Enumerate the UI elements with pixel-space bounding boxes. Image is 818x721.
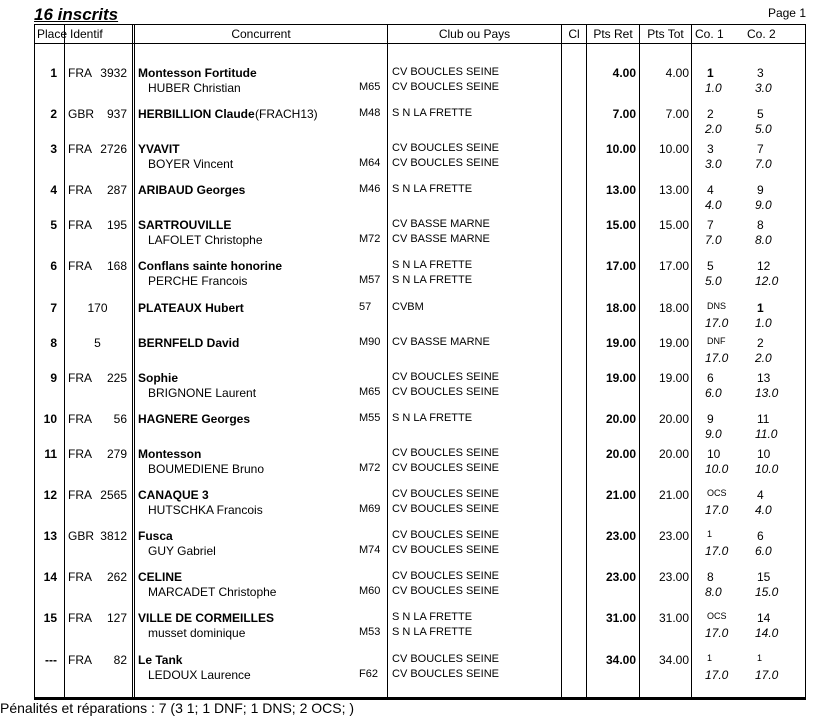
category: M72 — [359, 233, 381, 245]
race1-score: 5.0 — [705, 274, 722, 288]
points-retained: 13.00 — [605, 183, 636, 197]
sail-number: 937 — [106, 107, 127, 121]
place: 8 — [50, 336, 57, 350]
col-divider — [586, 25, 587, 697]
club-line-2: CV BOUCLES SEINE — [392, 81, 499, 93]
points-total: 20.00 — [658, 412, 689, 426]
nationality: GBR — [68, 529, 95, 543]
race2-score: 4.0 — [755, 503, 772, 517]
crew-name: GUY Gabriel — [148, 544, 216, 558]
crew-name: PERCHE Francois — [148, 274, 248, 288]
club-line-2: CV BOUCLES SEINE — [392, 544, 499, 556]
page-number: Page 1 — [767, 6, 806, 20]
boat-name-extra: (FRACH13) — [255, 107, 318, 121]
race2-score: 11.0 — [755, 427, 778, 441]
points-total: 23.00 — [658, 570, 689, 584]
club-line-1: CV BOUCLES SEINE — [392, 371, 499, 383]
points-retained: 7.00 — [612, 107, 636, 121]
points-retained: 20.00 — [605, 412, 636, 426]
club-line-1: S N LA FRETTE — [392, 107, 473, 119]
col-divider — [64, 25, 65, 697]
category: M65 — [359, 81, 381, 93]
race2-code: 13 — [757, 371, 771, 385]
sail-number: 225 — [106, 371, 127, 385]
crew-name: musset dominique — [148, 626, 246, 640]
header-pts-tot: Pts Tot — [647, 27, 684, 41]
race1-code: 7 — [707, 218, 714, 232]
race2-code: 7 — [757, 142, 764, 156]
col-divider — [132, 25, 135, 697]
col-divider — [639, 25, 640, 697]
points-retained: 23.00 — [605, 570, 636, 584]
nationality: FRA — [68, 218, 92, 232]
race1-score: 4.0 — [705, 198, 722, 212]
boat-name: Le Tank — [138, 653, 183, 667]
place: 5 — [50, 218, 57, 232]
points-retained: 23.00 — [605, 529, 636, 543]
race2-code: 1 — [757, 653, 763, 663]
category: F62 — [359, 668, 378, 680]
points-total: 31.00 — [658, 611, 689, 625]
header-identif: Identif — [70, 27, 103, 41]
crew-name: HUBER Christian — [148, 81, 241, 95]
points-total: 13.00 — [658, 183, 689, 197]
header-co2: Co. 2 — [747, 27, 776, 41]
category: M74 — [359, 544, 381, 556]
boat-name: YVAVIT — [138, 142, 180, 156]
points-total: 34.00 — [658, 653, 689, 667]
place: 3 — [50, 142, 57, 156]
race1-code: OCS — [707, 488, 727, 498]
place: 10 — [43, 412, 57, 426]
club-line-2: CV BOUCLES SEINE — [392, 462, 499, 474]
race1-score: 6.0 — [705, 386, 722, 400]
race2-code: 14 — [757, 611, 771, 625]
sail-number: 127 — [106, 611, 127, 625]
race1-code: 6 — [707, 371, 714, 385]
points-retained: 20.00 — [605, 447, 636, 461]
race1-score: 17.0 — [705, 668, 729, 682]
club-line-2: CV BOUCLES SEINE — [392, 668, 499, 680]
points-total: 15.00 — [658, 218, 689, 232]
place: --- — [45, 653, 57, 667]
race1-score: 17.0 — [705, 544, 729, 558]
boat-name: CELINE — [138, 570, 183, 584]
race1-score: 1.0 — [705, 81, 722, 95]
race1-score: 17.0 — [705, 626, 729, 640]
points-retained: 34.00 — [605, 653, 636, 667]
race2-code: 1 — [757, 301, 764, 315]
points-total: 4.00 — [665, 66, 689, 80]
nationality: FRA — [68, 488, 92, 502]
crew-name: LAFOLET Christophe — [148, 233, 263, 247]
race2-score: 5.0 — [755, 122, 772, 136]
category: M64 — [359, 157, 381, 169]
crew-name: BRIGNONE Laurent — [148, 386, 257, 400]
crew-name: MARCADET Christophe — [148, 585, 277, 599]
race2-score: 6.0 — [755, 544, 772, 558]
race2-score: 12.0 — [755, 274, 779, 288]
boat-name: Fusca — [138, 529, 173, 543]
race1-score: 2.0 — [705, 122, 722, 136]
col-divider — [561, 25, 562, 697]
boat-name: HERBILLION Claude — [138, 107, 255, 121]
nationality: FRA — [68, 183, 92, 197]
club-line-2: CV BOUCLES SEINE — [392, 585, 499, 597]
race2-code: 3 — [757, 66, 764, 80]
nationality: FRA — [68, 412, 92, 426]
col-divider — [387, 25, 388, 697]
club-line-1: CV BOUCLES SEINE — [392, 447, 499, 459]
category: M60 — [359, 585, 381, 597]
category: M53 — [359, 626, 381, 638]
club-line-1: CV BASSE MARNE — [392, 336, 490, 348]
boat-name: SARTROUVILLE — [138, 218, 232, 232]
boat-name: PLATEAUX Hubert — [138, 301, 244, 315]
club-line-1: CVBM — [392, 301, 424, 313]
race1-score: 17.0 — [705, 351, 729, 365]
points-retained: 19.00 — [605, 336, 636, 350]
club-line-1: S N LA FRETTE — [392, 183, 473, 195]
sail-number: 287 — [106, 183, 127, 197]
club-line-1: S N LA FRETTE — [392, 259, 473, 271]
club-line-1: CV BOUCLES SEINE — [392, 66, 499, 78]
race1-code: 8 — [707, 570, 714, 584]
points-retained: 10.00 — [605, 142, 636, 156]
boat-name: Montesson Fortitude — [138, 66, 257, 80]
sail-number: 5 — [94, 336, 101, 350]
race1-code: 9 — [707, 412, 714, 426]
category: M65 — [359, 386, 381, 398]
header-co1: Co. 1 — [695, 27, 724, 41]
race2-code: 2 — [757, 336, 764, 350]
points-total: 10.00 — [658, 142, 689, 156]
race2-code: 6 — [757, 529, 764, 543]
points-total: 21.00 — [658, 488, 689, 502]
sail-number: 2565 — [100, 488, 127, 502]
club-line-1: CV BOUCLES SEINE — [392, 529, 499, 541]
nationality: FRA — [68, 66, 92, 80]
points-retained: 15.00 — [605, 218, 636, 232]
race1-code: DNS — [707, 301, 727, 311]
boat-name: BERNFELD David — [138, 336, 240, 350]
nationality: FRA — [68, 447, 92, 461]
place: 1 — [50, 66, 57, 80]
club-line-1: CV BOUCLES SEINE — [392, 570, 499, 582]
race2-code: 5 — [757, 107, 764, 121]
crew-name: LEDOUX Laurence — [148, 668, 251, 682]
race1-score: 9.0 — [705, 427, 722, 441]
results-table — [34, 24, 806, 698]
sail-number: 2726 — [100, 142, 127, 156]
race1-code: 10 — [707, 447, 721, 461]
boat-name: Montesson — [138, 447, 202, 461]
points-retained: 19.00 — [605, 371, 636, 385]
sail-number: 279 — [106, 447, 127, 461]
nationality: FRA — [68, 259, 92, 273]
points-total: 20.00 — [658, 447, 689, 461]
crew-name: BOUMEDIENE Bruno — [148, 462, 265, 476]
crew-name: BOYER Vincent — [148, 157, 234, 171]
race1-code: 5 — [707, 259, 714, 273]
race2-score: 15.0 — [755, 585, 779, 599]
race2-score: 17.0 — [755, 668, 779, 682]
race2-code: 12 — [757, 259, 771, 273]
race1-score: 17.0 — [705, 503, 729, 517]
points-total: 19.00 — [658, 371, 689, 385]
race2-code: 8 — [757, 218, 764, 232]
race2-code: 11 — [757, 412, 770, 426]
nationality: FRA — [68, 653, 92, 667]
points-retained: 17.00 — [605, 259, 636, 273]
crew-name: HUTSCHKA Francois — [148, 503, 263, 517]
race1-code: 2 — [707, 107, 714, 121]
points-retained: 4.00 — [612, 66, 636, 80]
penalties-summary: Pénalités et réparations : 7 (3 1; 1 DNF; 1 DNS; 2 OCS; ) — [0, 700, 355, 716]
boat-name: VILLE DE CORMEILLES — [138, 611, 275, 625]
club-line-1: CV BOUCLES SEINE — [392, 653, 499, 665]
club-line-2: CV BOUCLES SEINE — [392, 503, 499, 515]
club-line-1: CV BOUCLES SEINE — [392, 488, 499, 500]
club-line-1: CV BOUCLES SEINE — [392, 142, 499, 154]
sail-number: 82 — [113, 653, 127, 667]
header-cl: Cl — [568, 27, 580, 41]
boat-name: HAGNERE Georges — [138, 412, 251, 426]
points-total: 7.00 — [665, 107, 689, 121]
category: M90 — [359, 336, 381, 348]
race2-code: 10 — [757, 447, 771, 461]
points-retained: 31.00 — [605, 611, 636, 625]
place: 15 — [43, 611, 57, 625]
sail-number: 56 — [113, 412, 127, 426]
col-divider — [691, 25, 692, 697]
race1-score: 10.0 — [705, 462, 729, 476]
header-rule — [35, 43, 805, 44]
category: M46 — [359, 183, 381, 195]
place: 14 — [43, 570, 57, 584]
club-line-1: S N LA FRETTE — [392, 611, 473, 623]
header-pts-ret: Pts Ret — [593, 27, 633, 41]
race1-score: 3.0 — [705, 157, 722, 171]
category: 57 — [359, 301, 372, 313]
club-line-1: S N LA FRETTE — [392, 412, 473, 424]
nationality: FRA — [68, 611, 92, 625]
place: 12 — [43, 488, 57, 502]
race1-code: 1 — [707, 653, 713, 663]
place: 13 — [43, 529, 57, 543]
race1-code: 1 — [707, 66, 714, 80]
club-line-2: CV BOUCLES SEINE — [392, 386, 499, 398]
sail-number: 3812 — [100, 529, 127, 543]
points-total: 19.00 — [658, 336, 689, 350]
race1-code: OCS — [707, 611, 727, 621]
race2-score: 14.0 — [755, 626, 779, 640]
points-total: 18.00 — [658, 301, 689, 315]
club-line-1: CV BASSE MARNE — [392, 218, 490, 230]
race2-score: 2.0 — [755, 351, 772, 365]
race2-code: 15 — [757, 570, 771, 584]
boat-name: Conflans sainte honorine — [138, 259, 283, 273]
points-total: 23.00 — [658, 529, 689, 543]
boat-name: CANAQUE 3 — [138, 488, 209, 502]
place: 9 — [50, 371, 57, 385]
header-place: Place — [37, 27, 68, 41]
place: 2 — [50, 107, 57, 121]
sail-number: 3932 — [100, 66, 127, 80]
race2-score: 3.0 — [755, 81, 772, 95]
points-retained: 18.00 — [605, 301, 636, 315]
club-line-2: S N LA FRETTE — [392, 626, 473, 638]
category: M72 — [359, 462, 381, 474]
category: M55 — [359, 412, 381, 424]
sail-number: 170 — [87, 301, 108, 315]
nationality: FRA — [68, 371, 92, 385]
race1-score: 7.0 — [705, 233, 722, 247]
race2-code: 9 — [757, 183, 764, 197]
race2-code: 4 — [757, 488, 764, 502]
place: 6 — [50, 259, 57, 273]
race1-code: 4 — [707, 183, 714, 197]
club-line-2: S N LA FRETTE — [392, 274, 473, 286]
race1-score: 17.0 — [705, 316, 729, 330]
sail-number: 195 — [106, 218, 127, 232]
sail-number: 262 — [106, 570, 127, 584]
nationality: FRA — [68, 142, 92, 156]
category: M69 — [359, 503, 381, 515]
race2-score: 8.0 — [755, 233, 772, 247]
points-retained: 21.00 — [605, 488, 636, 502]
boat-name: ARIBAUD Georges — [138, 183, 246, 197]
place: 4 — [50, 183, 57, 197]
club-line-2: CV BASSE MARNE — [392, 233, 490, 245]
race1-code: 1 — [707, 529, 713, 539]
race2-score: 1.0 — [755, 316, 772, 330]
place: 7 — [50, 301, 57, 315]
points-total: 17.00 — [658, 259, 689, 273]
race1-code: DNF — [707, 336, 726, 346]
race2-score: 10.0 — [755, 462, 779, 476]
category: M57 — [359, 274, 381, 286]
race2-score: 9.0 — [755, 198, 772, 212]
race2-score: 13.0 — [755, 386, 779, 400]
race1-code: 3 — [707, 142, 714, 156]
club-line-2: CV BOUCLES SEINE — [392, 157, 499, 169]
boat-name: Sophie — [138, 371, 179, 385]
page-title: 16 inscrits — [34, 5, 119, 24]
place: 11 — [44, 447, 57, 461]
nationality: FRA — [68, 570, 92, 584]
race1-score: 8.0 — [705, 585, 722, 599]
category: M48 — [359, 107, 381, 119]
header-club: Club ou Pays — [438, 27, 511, 41]
race2-score: 7.0 — [755, 157, 772, 171]
sail-number: 168 — [106, 259, 127, 273]
nationality: GBR — [68, 107, 95, 121]
header-concurrent: Concurrent — [231, 27, 291, 41]
